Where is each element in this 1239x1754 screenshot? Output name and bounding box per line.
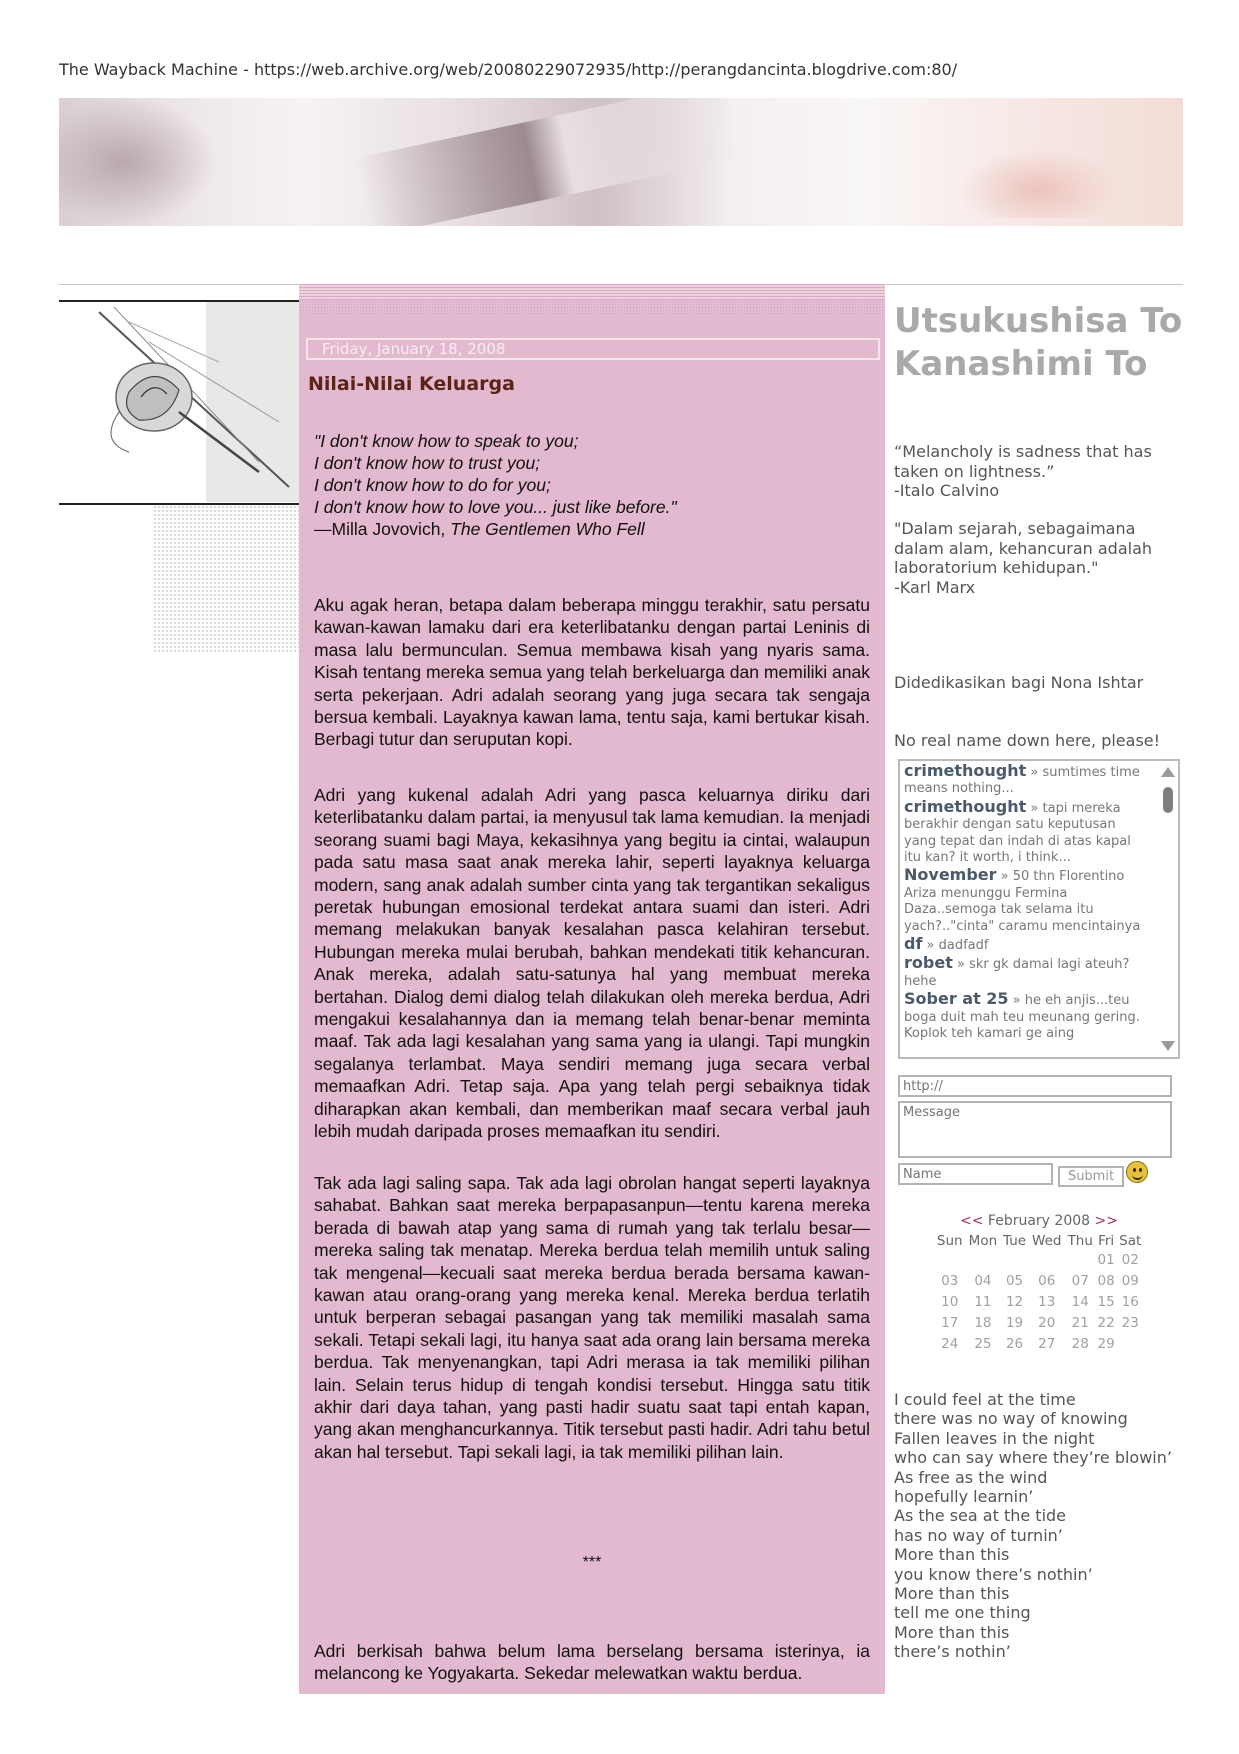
lyric-line: As the sea at the tide xyxy=(894,1506,1067,1526)
calendar-day: 23 xyxy=(1121,1314,1139,1331)
calendar-day: 26 xyxy=(1005,1335,1024,1352)
tagboard-entry: Sober at 25 » he eh anjis...teu boga duit mah teu meunang gering. Koplok teh kamari ge aing xyxy=(904,989,1140,1042)
calendar-day: 18 xyxy=(974,1314,992,1331)
calendar xyxy=(934,1213,1144,1354)
weekday-label: Mon xyxy=(968,1233,998,1249)
calendar-day: 03 xyxy=(941,1272,959,1289)
calendar-header xyxy=(934,1213,1144,1229)
calendar-day: 24 xyxy=(941,1335,959,1352)
tagboard-author-link[interactable]: df xyxy=(904,934,923,954)
post-paragraph: Tak ada lagi saling sapa. Tak ada lagi obrolan hangat seperti layaknya sahabat. Bahkan saat mereka berpapasanpun—tentu karena mereka berada di bawah atap yang sama di rumah yang tak terlalu besar—mereka saling tak menatap. Mereka berdua telah memilih untuk saling tak mengenal—kecuali saat mereka berdua berada bersama kawan-kawan atau orang-orang yang mereka kenal. Mereka berdua terlatih untuk berperan sebagai pasangan yang tak memiliki masalah sama sekali. Tetapi sekali lagi, itu hanya saat ada orang lain bersama mereka berdua. Tak menyenangkan, tapi Adri merasa ia tak memiliki pilihan lain. Selain terus hidup di tengah kondisi tersebut. Hingga satu titik akhir dari daya tahan, yang pasti hadir suatu saat tapi entah kapan, yang akan menghancurkannya. Titik tersebut pasti hadir. Adri tahu betul akan hal tersebut. Tapi sekali lagi, ia tak memiliki pilihan lain. xyxy=(314,1173,870,1462)
smiley-icon[interactable] xyxy=(1126,1161,1148,1183)
quote-line: I don't know how to love you... just like before." xyxy=(314,497,677,517)
tagboard-message-input[interactable] xyxy=(898,1101,1172,1158)
calendar-day: 07 xyxy=(1071,1272,1089,1289)
tagboard-author-link[interactable]: November xyxy=(904,865,997,885)
calendar-month: February 2008 xyxy=(983,1213,1095,1229)
calendar-day xyxy=(1065,1249,1096,1270)
tagboard-submit-button[interactable]: Submit xyxy=(1058,1166,1124,1187)
lyric-line: More than this xyxy=(894,1584,1010,1604)
calendar-day xyxy=(934,1249,966,1270)
calendar-day: 13 xyxy=(1038,1293,1056,1310)
weekday-label: Sun xyxy=(936,1233,963,1249)
weekday-label: Tue xyxy=(1003,1233,1027,1249)
weekday-label: Thu xyxy=(1067,1233,1093,1249)
calendar-day: 09 xyxy=(1121,1272,1139,1289)
tagboard-scrollbar[interactable] xyxy=(1160,761,1176,1057)
tagboard-url-input[interactable] xyxy=(898,1075,1172,1097)
post-paragraph: Adri yang kukenal adalah Adri yang pasca keluarnya diriku dari keterlibatanku dalam partai, ia menyusul tak lama kemudian. Ia menjadi seorang suami bagi Maya, kekasihnya yang begitu ia cintai, walaupun pada satu masa saat anak mereka lahir, seperti layaknya keluarga modern, sang anak adalah sumber cinta yang tak tergantikan sekaligus peretak hubungan emosional terdekat antara suami dan isteri. Adri memang melakukan banyak kesalahan pasca kelahiran tersebut. Hubungan mereka mulai berubah, bahkan mendekati titik kehancuran. Anak mereka, adalah satu-satunya hal yang membuat mereka bertahan. Dialog demi dialog telah dilakukan oleh mereka berdua, Adri mengakui kesalahannya dan ia memang telah benar-benar meminta maaf. Tak ada lagi kesalahan yang sama yang ia ulangi. Tapi mungkin segalanya terlambat. Maya sendiri memang juga secara verbal memaafkan Adri. Tetap saja. Apa yang telah pergi sebaiknya tidak diharapkan akan kembali, dan memberikan maaf secara verbal jauh lebih mudah daripada proses memaafkan itu sendiri. xyxy=(314,785,870,1142)
quote-line: I don't know how to trust you; xyxy=(314,453,541,473)
calendar-day: 19 xyxy=(1005,1314,1024,1331)
lyric-line: who can say where they’re blowin’ xyxy=(894,1448,1172,1468)
calendar-day: 04 xyxy=(974,1272,992,1289)
calendar-day: 17 xyxy=(941,1314,959,1331)
calendar-day: 10 xyxy=(941,1293,959,1310)
tagboard-author-link[interactable]: crimethought xyxy=(904,761,1027,780)
calendar-day: 02 xyxy=(1121,1251,1139,1268)
weekday-label: Wed xyxy=(1032,1233,1062,1249)
scroll-thumb[interactable] xyxy=(1163,787,1173,813)
calendar-day: 08 xyxy=(1097,1272,1115,1289)
calendar-day: 27 xyxy=(1038,1335,1056,1352)
post-paragraph: Aku agak heran, betapa dalam beberapa minggu terakhir, satu persatu kawan-kawan lamaku dari era keterlibatanku dengan partai Leninis di masa lalu bermunculan. Semua membawa kisah yang nyaris sama. Kisah tentang mereka semua yang telah berkeluarga dan memiliki anak serta pekerjaan. Adri adalah seorang yang juga secara tak sengaja bersua kembali. Layaknya kawan lama, tentu saja, kami bertukar kisah. Berbagi tutur dan seruputan kopi. xyxy=(314,595,870,750)
tagboard-entry: robet » skr gk damai lagi ateuh? hehe xyxy=(904,953,1130,989)
calendar-day: 01 xyxy=(1097,1251,1115,1268)
header-banner-image xyxy=(59,98,1183,226)
calendar-day: 12 xyxy=(1005,1293,1024,1310)
tagboard-author-link[interactable]: robet xyxy=(904,953,953,973)
dotted-pattern xyxy=(153,505,299,653)
quote-work-title: The Gentlemen Who Fell xyxy=(450,519,645,539)
scroll-down-arrow-icon[interactable] xyxy=(1161,1041,1175,1051)
calendar-day: 21 xyxy=(1071,1314,1089,1331)
tagboard-name-input[interactable] xyxy=(898,1163,1053,1185)
post-paragraph: Adri berkisah bahwa belum lama berselang bersama isterinya, ia melancong ke Yogyakarta. Sekedar melewatkan waktu berdua. xyxy=(314,1641,870,1684)
calendar-day: 16 xyxy=(1121,1293,1139,1310)
site-title-line[interactable]: Kanashimi To xyxy=(894,344,1148,384)
calendar-prev-link[interactable]: << xyxy=(960,1213,984,1229)
tagboard-entry: df » dadfadf xyxy=(904,934,989,954)
calendar-next-link[interactable]: >> xyxy=(1094,1213,1118,1229)
wayback-header-text: The Wayback Machine - https://web.archive.org/web/20080229072935/http://perangdancinta.blogdrive.com:80/ xyxy=(59,60,958,79)
quote-attribution: —Milla Jovovich, The Gentlemen Who Fell xyxy=(314,519,645,539)
post-title: Nilai-Nilai Keluarga xyxy=(308,373,515,395)
calendar-day: 14 xyxy=(1071,1293,1089,1310)
weekday-label: Fri xyxy=(1098,1233,1115,1249)
post-column xyxy=(299,284,885,1694)
calendar-day xyxy=(1116,1333,1144,1354)
calendar-day: 06 xyxy=(1038,1272,1056,1289)
lyric-line: As free as the wind xyxy=(894,1467,1048,1487)
lyric-line: you know there’s nothin’ xyxy=(894,1564,1093,1584)
tagboard-messages xyxy=(904,763,1144,1044)
tagboard-author-link[interactable]: crimethought xyxy=(904,796,1027,816)
calendar-day: 15 xyxy=(1097,1293,1115,1310)
calendar-day: 25 xyxy=(974,1335,992,1352)
sidebar-lyrics xyxy=(894,1390,1184,1662)
scroll-up-arrow-icon[interactable] xyxy=(1161,767,1175,777)
tagboard[interactable] xyxy=(898,759,1180,1059)
tagboard-entry: November » 50 thn Florentino Ariza menunggu Fermina Daza..semoga tak selama itu yach?.."cinta" caramu mencintainya xyxy=(904,865,1141,934)
tagboard-note: No real name down here, please! xyxy=(894,731,1161,750)
post-separator: *** xyxy=(582,1554,602,1571)
calendar-day xyxy=(1000,1249,1029,1270)
calendar-day xyxy=(966,1249,1001,1270)
rose-image xyxy=(59,302,299,502)
calendar-grid xyxy=(934,1233,1144,1354)
lyric-line: there’s nothin’ xyxy=(894,1642,1011,1662)
sidebar-quote-marx: "Dalam sejarah, sebagaimana dalam alam, kehancuran adalah laboratorium kehidupan." -Karl Marx xyxy=(894,519,1153,597)
lyric-line: there was no way of knowing xyxy=(894,1409,1128,1429)
calendar-day: 05 xyxy=(1005,1272,1024,1289)
post-column-stripes xyxy=(299,284,885,300)
quote-line: "I don't know how to speak to you; xyxy=(314,431,579,451)
site-title-line[interactable]: Utsukushisa To xyxy=(894,301,1183,341)
post-quote xyxy=(314,430,874,540)
calendar-day: 20 xyxy=(1038,1314,1056,1331)
calendar-day: 22 xyxy=(1097,1314,1115,1331)
tagboard-entry: crimethought » tapi mereka berakhir dengan satu keputusan yang tepat dan indah di atas kapal itu kan? it worth, i think... xyxy=(904,796,1131,866)
tagboard-entry: crimethought » sumtimes time means nothing... xyxy=(904,761,1140,797)
calendar-day: 28 xyxy=(1071,1335,1089,1352)
weekday-label: Sat xyxy=(1119,1233,1142,1249)
calendar-day: 29 xyxy=(1097,1335,1115,1352)
lyric-line: More than this xyxy=(894,1622,1010,1642)
post-date: Friday, January 18, 2008 xyxy=(306,338,880,360)
calendar-day xyxy=(1029,1249,1065,1270)
lyric-line: tell me one thing xyxy=(894,1603,1031,1623)
lyric-line: has no way of turnin’ xyxy=(894,1525,1063,1545)
lyric-line: Fallen leaves in the night xyxy=(894,1428,1095,1448)
sidebar-quote-calvino: “Melancholy is sadness that has taken on lightness.” -Italo Calvino xyxy=(894,442,1152,500)
lyric-line: hopefully learnin’ xyxy=(894,1487,1034,1507)
calendar-day: 11 xyxy=(974,1293,992,1310)
lyric-line: More than this xyxy=(894,1545,1010,1565)
tagboard-author-link[interactable]: Sober at 25 xyxy=(904,989,1009,1009)
dedication-text: Didedikasikan bagi Nona Ishtar xyxy=(894,673,1144,692)
quote-line: I don't know how to do for you; xyxy=(314,475,551,495)
site-title[interactable] xyxy=(894,300,1194,386)
lyric-line: I could feel at the time xyxy=(894,1390,1076,1409)
post-column-pattern xyxy=(299,300,885,314)
